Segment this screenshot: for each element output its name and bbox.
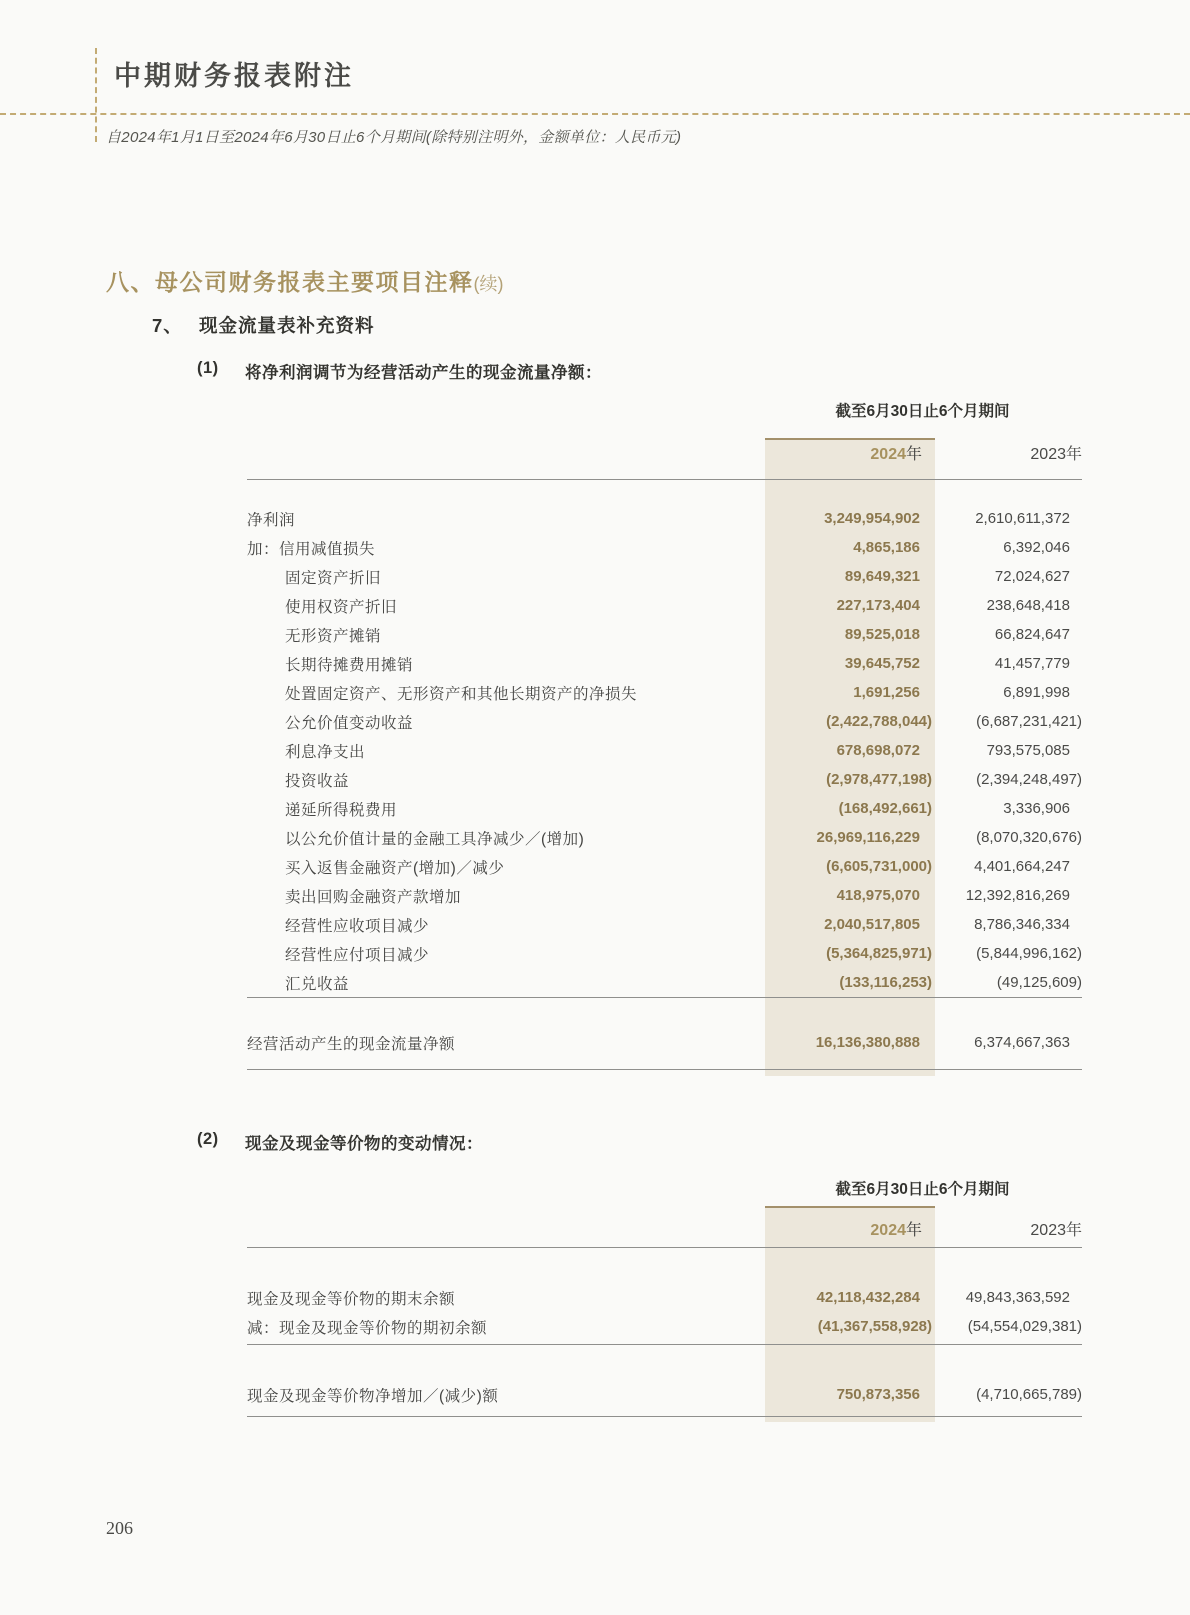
value-2023: 6,374,667,363 [974, 1034, 1070, 1051]
table-row [247, 533, 1082, 562]
table-row [247, 620, 1082, 649]
table2-body [247, 1247, 1082, 1341]
value-2023: (49,125,609) [996, 974, 1082, 991]
row-label: 买入返售金融资产(增加)／减少 [285, 859, 505, 877]
table-row [247, 823, 1082, 852]
table-row [247, 910, 1082, 939]
value-2024: (2,422,788,044) [826, 713, 932, 730]
page-title: 中期财务报表附注 [114, 61, 354, 91]
row-label: 处置固定资产、无形资产和其他长期资产的净损失 [285, 685, 638, 703]
value-2024: 3,249,954,902 [824, 510, 920, 527]
table-row [247, 968, 1082, 997]
table2-period-header: 截至6月30日止6个月期间 [835, 1181, 1010, 1198]
table-row [247, 1312, 1082, 1341]
value-2024: 1,691,256 [853, 684, 920, 701]
value-2023: 6,891,998 [1003, 684, 1070, 701]
row-label: 利息净支出 [285, 743, 366, 761]
value-2024: 42,118,432,284 [816, 1289, 920, 1306]
value-2023: (2,394,248,497) [976, 771, 1082, 788]
value-2023: (8,070,320,676) [976, 829, 1082, 846]
table-row [247, 881, 1082, 910]
value-2024: 89,525,018 [844, 626, 920, 643]
table-row [247, 591, 1082, 620]
table1-period-header: 截至6月30日止6个月期间 [835, 403, 1010, 420]
table-row [247, 852, 1082, 881]
value-2024: (41,367,558,928) [817, 1318, 932, 1335]
table1-col-2023: 2023年 [1030, 446, 1082, 463]
section-heading [106, 264, 504, 297]
subsection-title: 现金流量表补充资料 [199, 315, 375, 336]
item-2-number: (2) [197, 1130, 219, 1148]
value-2024: 16,136,380,888 [815, 1034, 920, 1051]
table1-year-header-row [247, 441, 1082, 464]
value-2024: (168,492,661) [838, 800, 932, 817]
section-continued-suffix: (续) [473, 274, 504, 294]
value-2023: 72,024,627 [994, 568, 1070, 585]
row-label: 减：现金及现金等价物的期初余额 [247, 1319, 488, 1337]
table-row [247, 678, 1082, 707]
table2-bottom-rule [247, 1416, 1082, 1417]
table1-total [247, 1028, 1082, 1057]
value-2023: 2,610,611,372 [975, 510, 1070, 527]
table-row [247, 504, 1082, 533]
table2-col-2024: 2024年 [870, 1222, 922, 1239]
item-1-title: 将净利润调节为经营活动产生的现金流量净额： [245, 364, 602, 382]
value-2024: 678,698,072 [836, 742, 920, 759]
table-row [247, 649, 1082, 678]
vertical-dashed-rule [95, 48, 97, 142]
table-row [247, 707, 1082, 736]
value-2023: 6,392,046 [1003, 539, 1070, 556]
table-row [247, 939, 1082, 968]
value-2024: 4,865,186 [853, 539, 920, 556]
value-2023: (54,554,029,381) [967, 1318, 1082, 1335]
value-2023: (4,710,665,789) [976, 1386, 1082, 1403]
value-2023: 49,843,363,592 [965, 1289, 1070, 1306]
item-1-number: (1) [197, 359, 219, 377]
row-label: 经营性应收项目减少 [285, 917, 430, 935]
value-2024: (2,978,477,198) [826, 771, 932, 788]
value-2023: 8,786,346,334 [974, 916, 1070, 933]
reporting-period-subtitle: 自2024年1月1日至2024年6月30日止6个月期间(除特别注明外，金额单位：人民币元) [106, 129, 682, 146]
table1-subtotal-rule [247, 997, 1082, 998]
table-row [247, 1380, 1082, 1409]
subsection-number: 7、 [152, 315, 183, 336]
row-label: 固定资产折旧 [285, 569, 382, 587]
value-2023: (6,687,231,421) [976, 713, 1082, 730]
table2-total [247, 1380, 1082, 1409]
value-2023: 66,824,647 [994, 626, 1070, 643]
horizontal-dashed-rule [0, 113, 1190, 115]
row-label: 现金及现金等价物的期末余额 [247, 1290, 456, 1308]
row-label: 无形资产摊销 [285, 627, 382, 645]
row-label: 加：信用减值损失 [247, 540, 376, 558]
table2-subtotal-rule [247, 1344, 1082, 1345]
row-label: 以公允价值计量的金融工具净减少／(增加) [285, 830, 585, 848]
value-2024: 418,975,070 [836, 887, 920, 904]
value-2024: (5,364,825,971) [826, 945, 932, 962]
row-label: 卖出回购金融资产款增加 [285, 888, 462, 906]
value-2024: 2,040,517,805 [824, 916, 920, 933]
row-label: 汇兑收益 [285, 975, 350, 993]
subsection-heading [152, 312, 375, 338]
table2-year-header-row [247, 1217, 1082, 1240]
value-2024: 750,873,356 [836, 1386, 920, 1403]
item-2-heading [197, 1130, 483, 1154]
row-label: 经营性应付项目减少 [285, 946, 430, 964]
row-label: 使用权资产折旧 [285, 598, 398, 616]
row-label: 经营活动产生的现金流量净额 [247, 1035, 456, 1053]
table1-col-2024: 2024年 [870, 446, 922, 463]
value-2023: 41,457,779 [994, 655, 1070, 672]
page-number: 206 [106, 1518, 133, 1538]
row-label: 现金及现金等价物净增加／(减少)额 [247, 1387, 499, 1405]
value-2024: 89,649,321 [844, 568, 920, 585]
row-label: 净利润 [247, 511, 296, 529]
value-2023: 4,401,664,247 [974, 858, 1070, 875]
value-2024: 227,173,404 [836, 597, 920, 614]
table1-body [247, 480, 1082, 997]
row-label: 长期待摊费用摊销 [285, 656, 414, 674]
table-row [247, 1283, 1082, 1312]
value-2024: (133,116,253) [839, 974, 932, 991]
value-2024: (6,605,731,000) [826, 858, 932, 875]
value-2023: 238,648,418 [986, 597, 1070, 614]
row-label: 递延所得税费用 [285, 801, 398, 819]
row-label: 投资收益 [285, 772, 350, 790]
table-row [247, 765, 1082, 794]
row-label: 公允价值变动收益 [285, 714, 414, 732]
table-row [247, 736, 1082, 765]
value-2023: 12,392,816,269 [965, 887, 1070, 904]
table-row [247, 562, 1082, 591]
value-2023: 793,575,085 [986, 742, 1070, 759]
item-1-heading [197, 359, 602, 383]
table-row [247, 794, 1082, 823]
item-2-title: 现金及现金等价物的变动情况： [245, 1135, 483, 1153]
section-title: 八、母公司财务报表主要项目注释 [106, 269, 474, 295]
value-2024: 39,645,752 [844, 655, 920, 672]
value-2023: (5,844,996,162) [976, 945, 1082, 962]
value-2023: 3,336,906 [1003, 800, 1070, 817]
table2-col-2023: 2023年 [1030, 1222, 1082, 1239]
value-2024: 26,969,116,229 [816, 829, 920, 846]
table-row [247, 1028, 1082, 1057]
table1-bottom-rule [247, 1069, 1082, 1070]
